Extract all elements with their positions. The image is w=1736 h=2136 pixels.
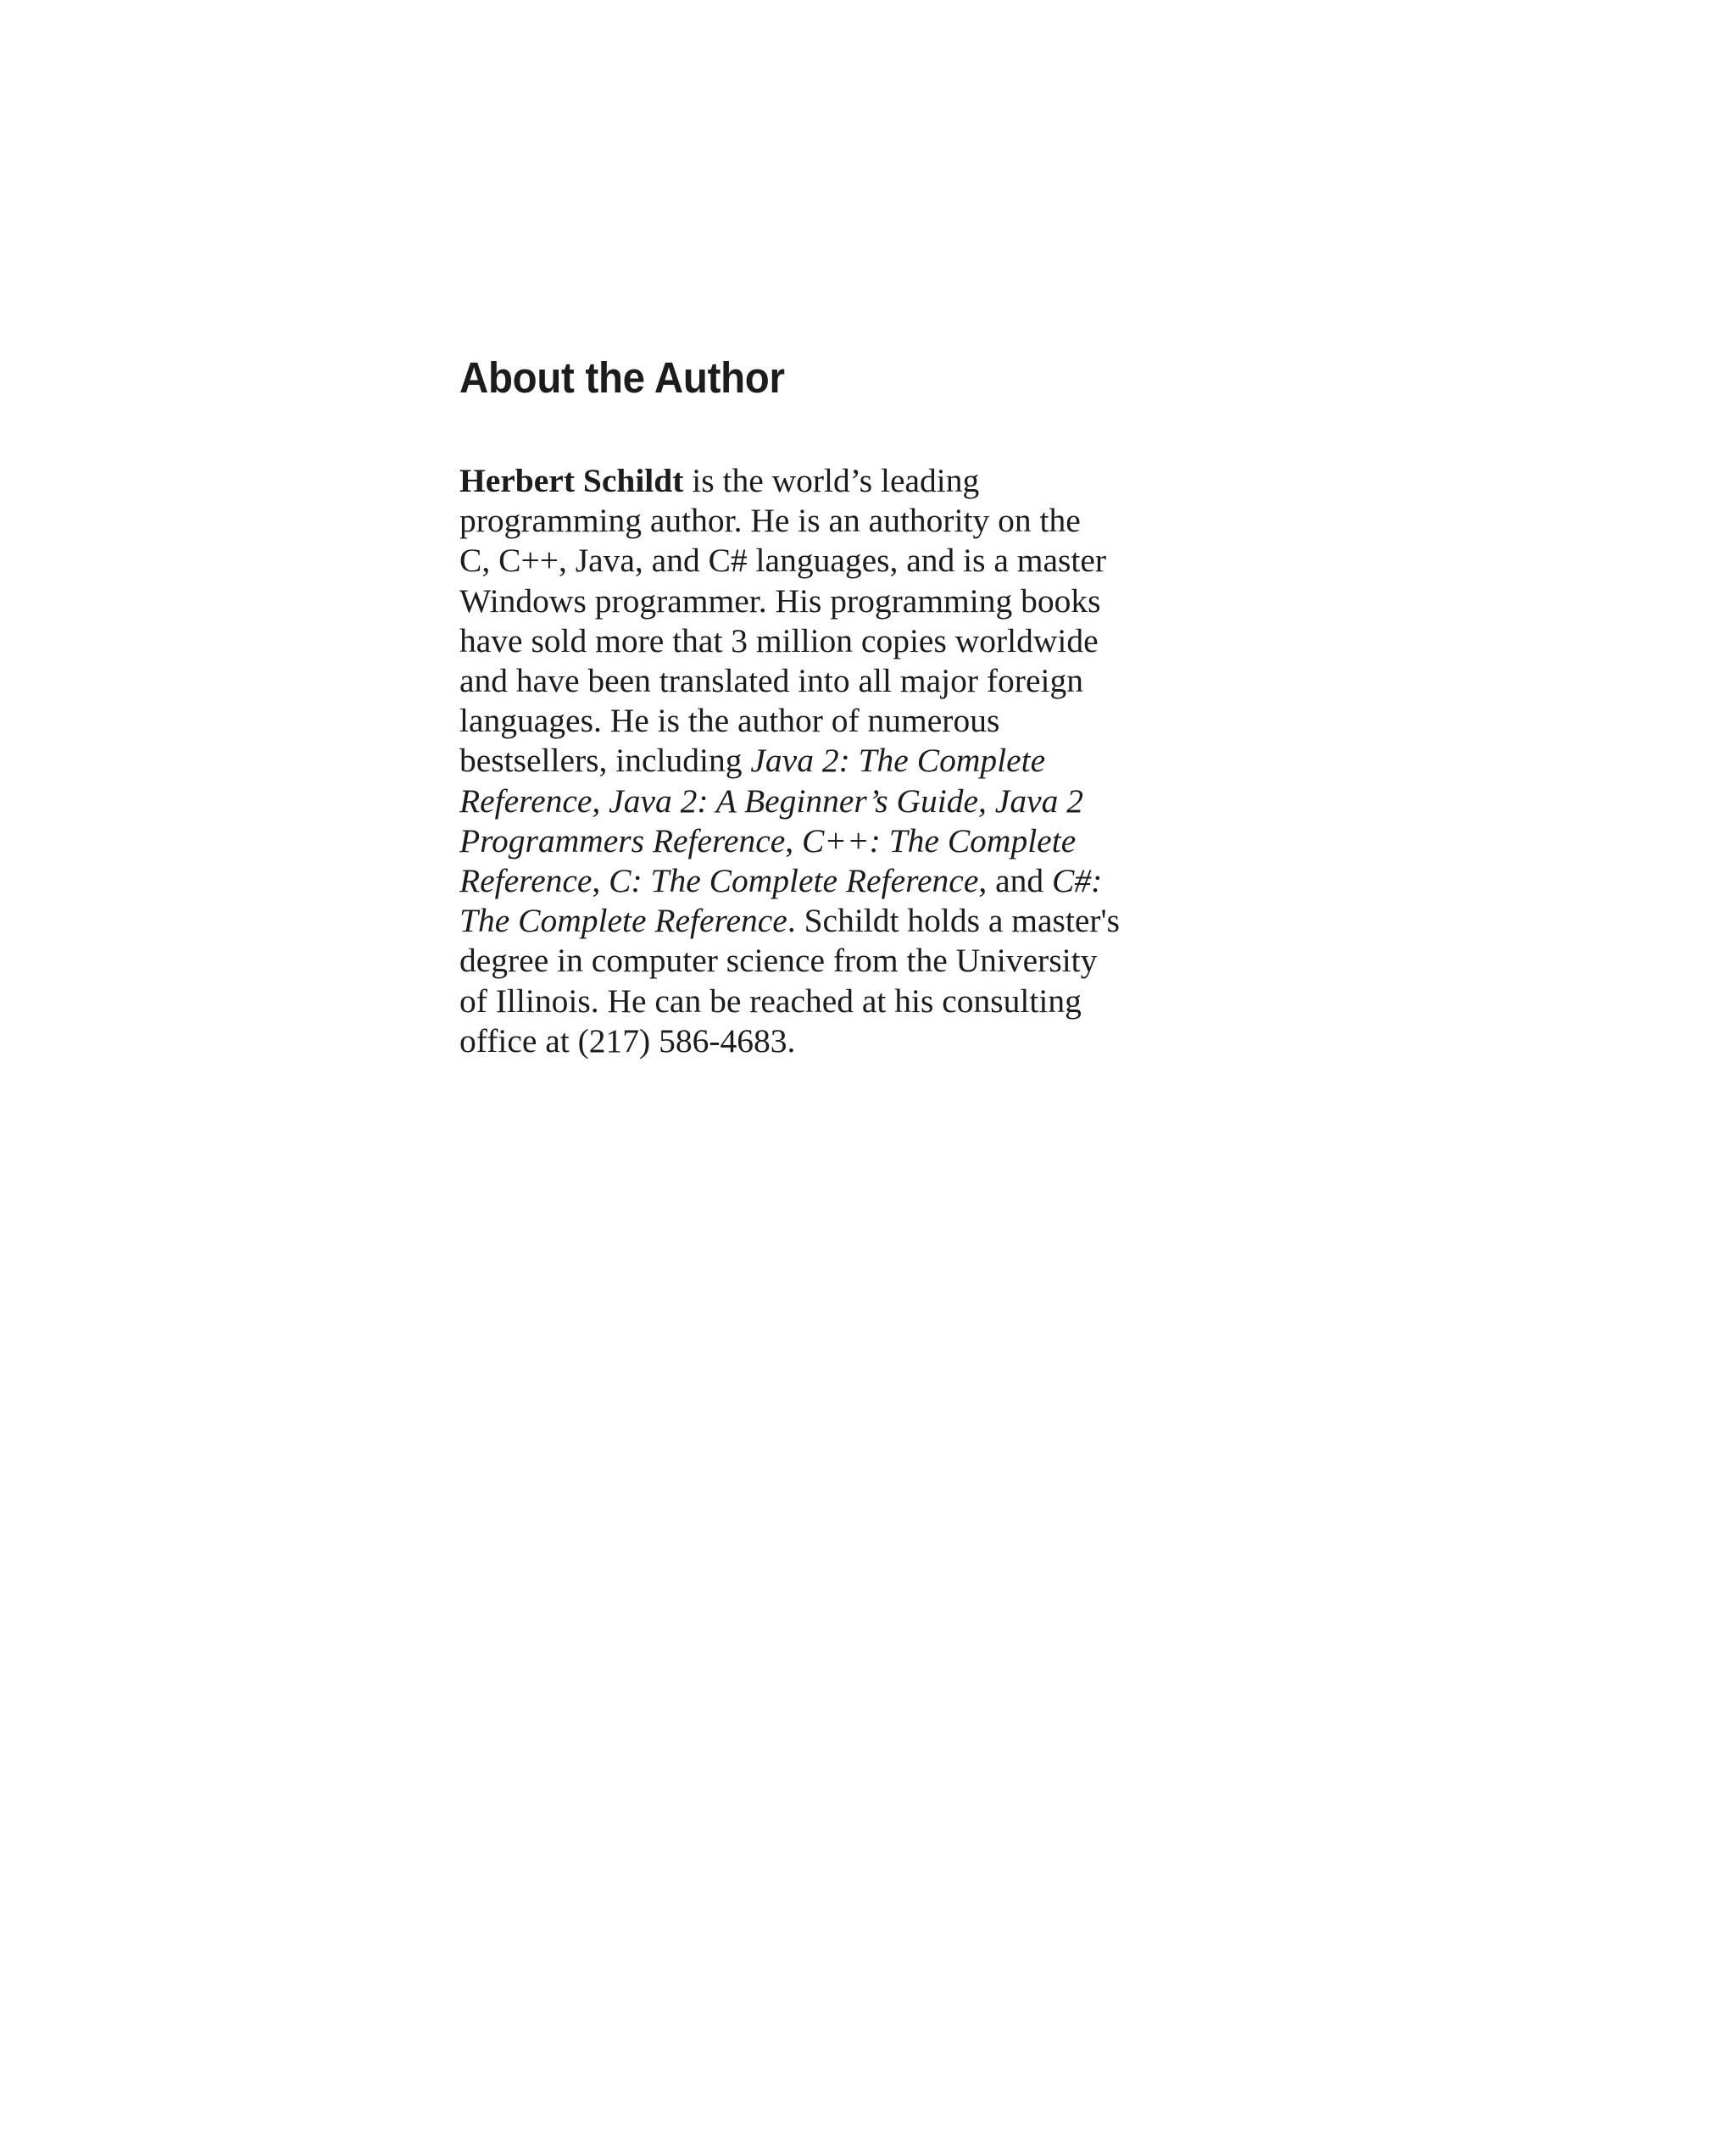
bio-text-segment: programming author. He is an authority on the (459, 502, 1081, 540)
bio-text-segment: and have been translated into all major foreign (459, 662, 1083, 700)
bio-text-segment: languages. He is the author of numerous (459, 702, 1000, 740)
bio-text-segment: office at (217) 586-4683. (459, 1021, 796, 1060)
bio-line (459, 741, 1171, 781)
book-title-text: C#: (1052, 862, 1103, 900)
bio-line (459, 861, 1171, 901)
section-heading: About the Author (459, 353, 785, 402)
bio-text-segment: C, C++, Java, and C# languages, and is a master (459, 542, 1107, 580)
bio-line (459, 982, 1171, 1021)
bio-line (459, 901, 1171, 941)
book-title-text: The Complete Reference (459, 902, 787, 940)
author-bio-paragraph (459, 461, 1171, 1061)
book-title-text: C: The Complete Reference (609, 862, 979, 900)
bio-line (459, 581, 1171, 621)
bio-line (459, 461, 1171, 501)
bio-line (459, 701, 1171, 741)
book-title-text: Java 2: The Complete (750, 742, 1046, 780)
bio-line (459, 501, 1171, 541)
about-author-section (459, 353, 1171, 1061)
bio-text-segment: have sold more that 3 million copies worldwide (459, 621, 1099, 659)
bio-text-segment: , and (978, 862, 1053, 900)
bio-line (459, 821, 1171, 861)
bio-text-segment: . Schildt holds a master's (787, 902, 1121, 940)
bio-text-segment: bestsellers, including (459, 742, 751, 780)
bio-text-segment: degree in computer science from the University (459, 942, 1098, 980)
bio-text-segment: of Illinois. He can be reached at his consulting (459, 982, 1082, 1020)
book-title-text: Reference, Java 2: A Beginner’s Guide, Java 2 (459, 782, 1083, 820)
author-name: Herbert Schildt (459, 462, 684, 499)
bio-text-segment: Windows programmer. His programming books (459, 581, 1101, 620)
bio-text-segment: is the world’s leading (683, 462, 980, 499)
book-title-text: Programmers Reference (459, 821, 786, 859)
book-title-text: Reference (459, 862, 593, 900)
bio-line (459, 621, 1171, 661)
bio-line (459, 782, 1171, 821)
bio-line (459, 541, 1171, 581)
bio-line (459, 1021, 1171, 1061)
bio-text-segment: , (785, 821, 803, 859)
book-title-text: C++: The Complete (802, 821, 1077, 859)
bio-line (459, 661, 1171, 701)
bio-text-segment: , (592, 862, 609, 900)
bio-line (459, 941, 1171, 981)
